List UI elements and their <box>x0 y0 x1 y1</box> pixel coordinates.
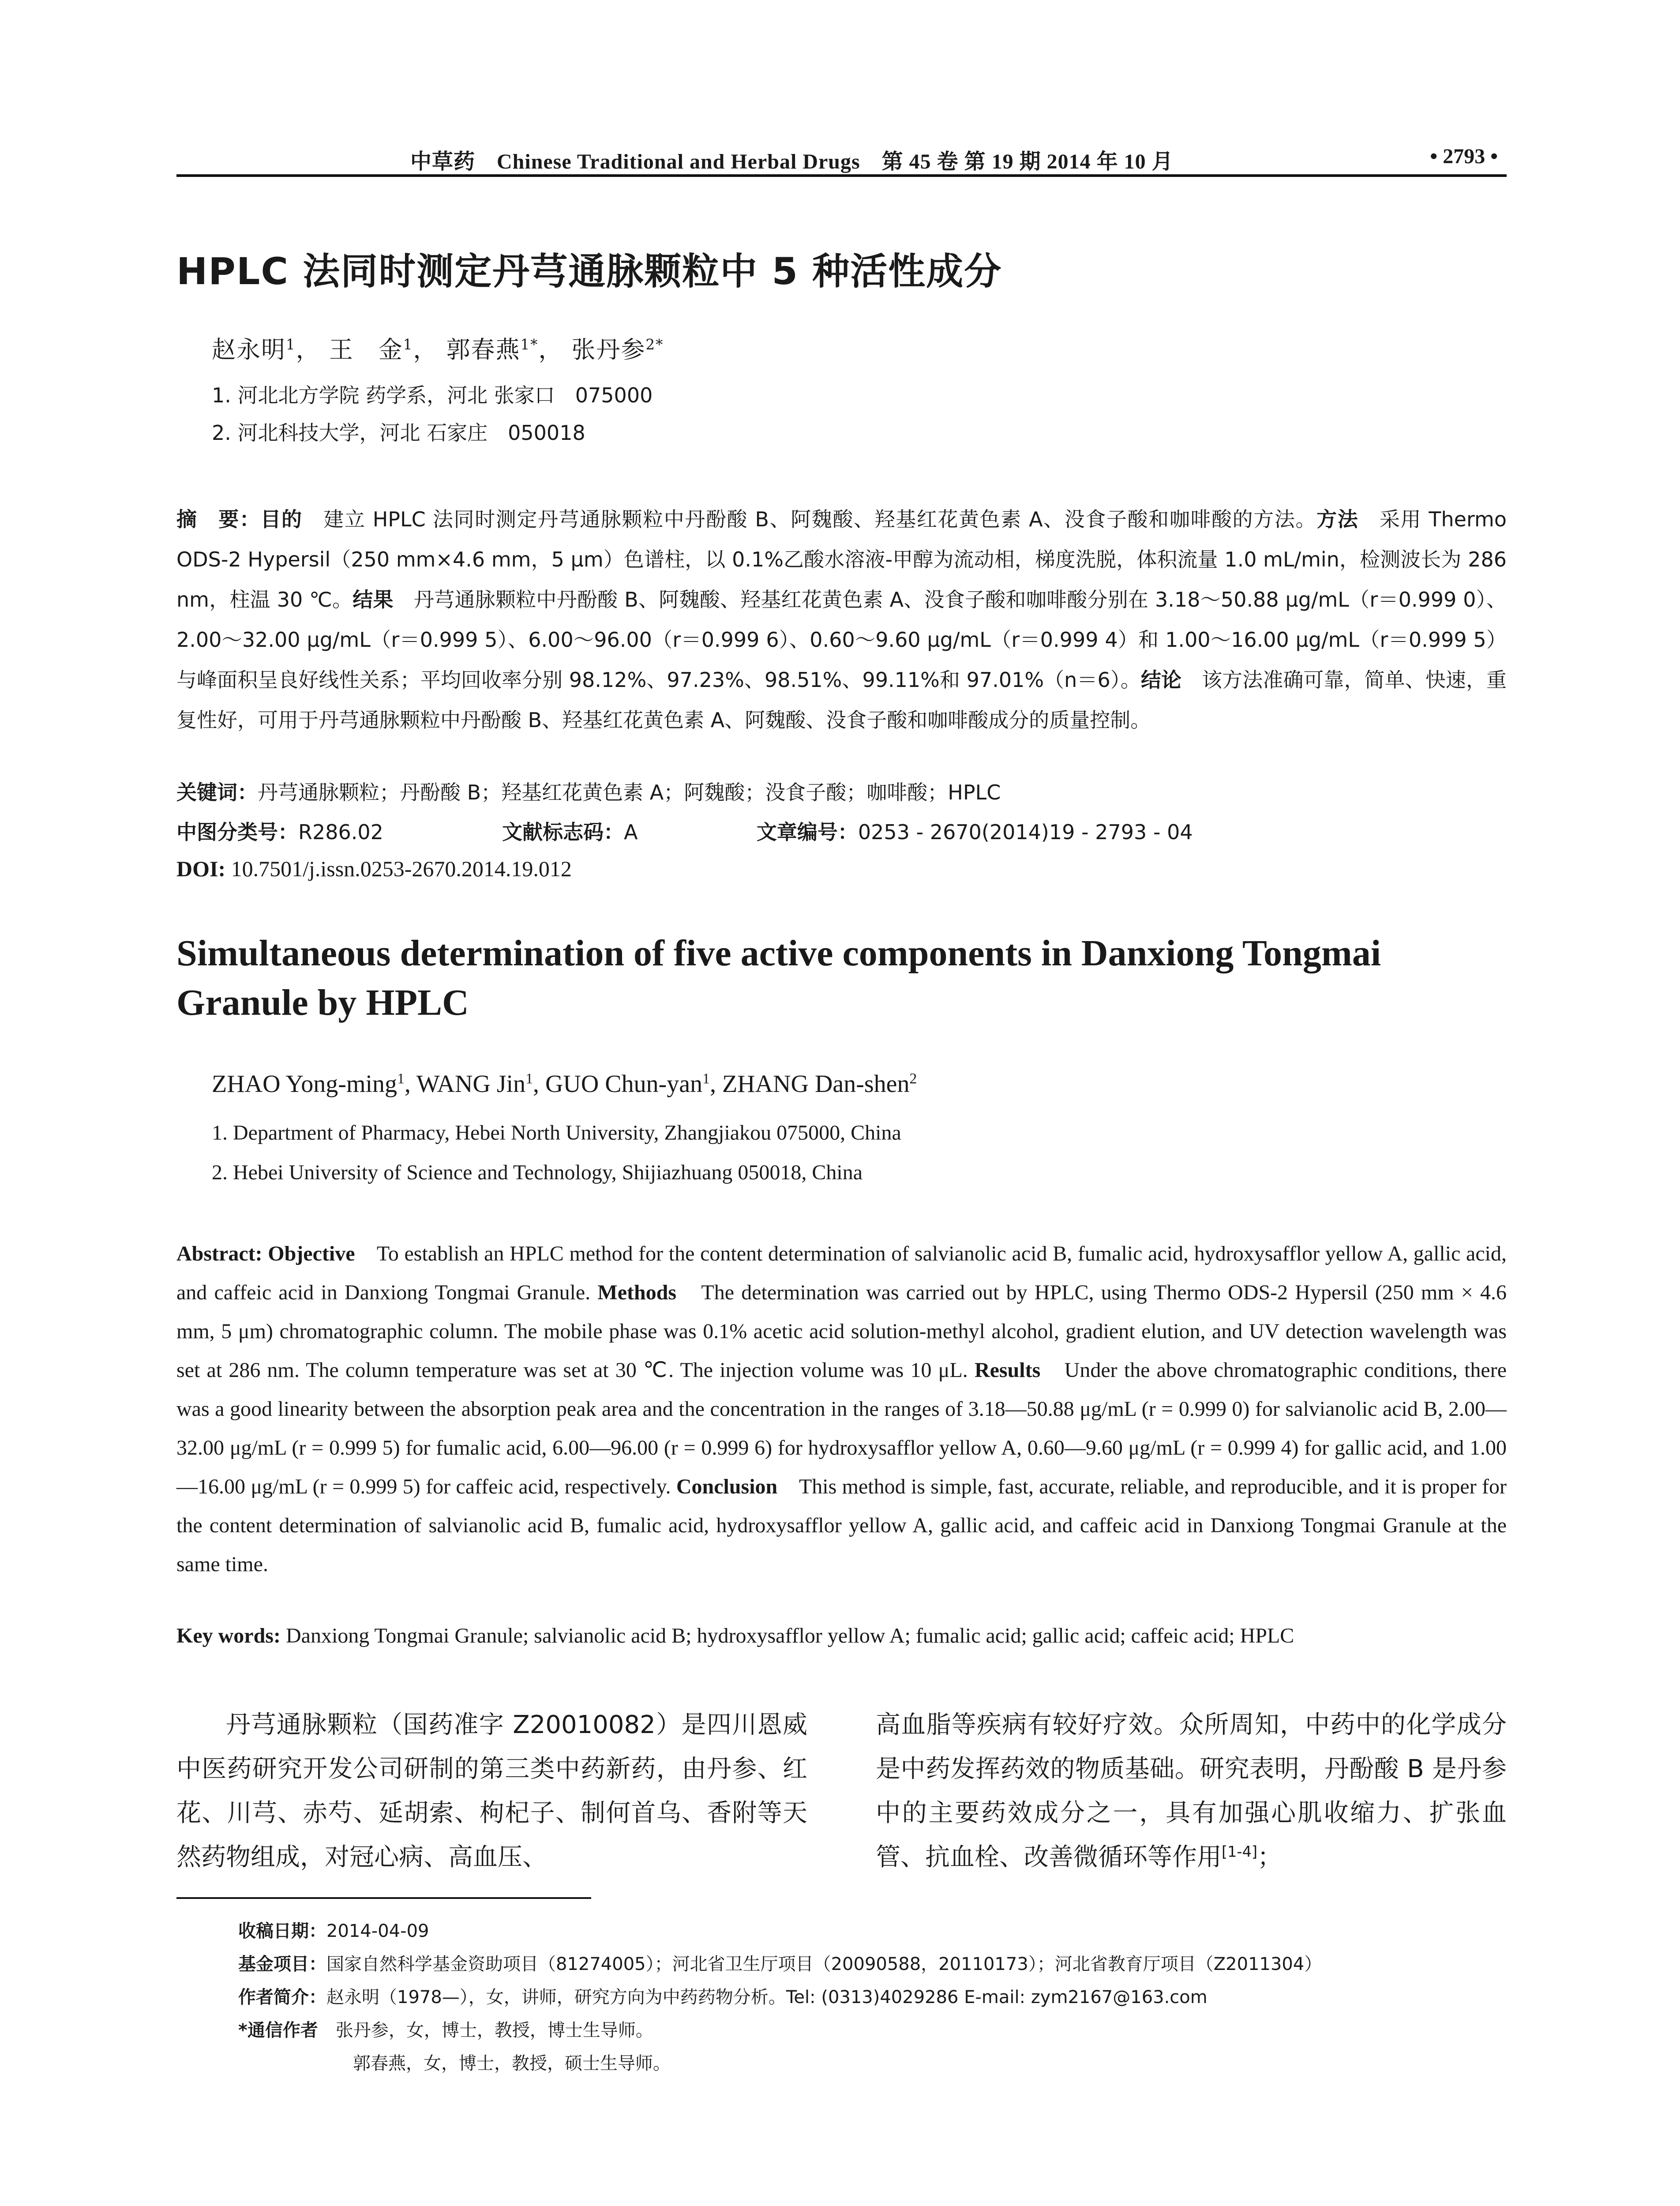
corresponding-text: 张丹参，女，博士，教授，博士生导师。 <box>318 2020 653 2041</box>
authors-english <box>212 1070 917 1098</box>
author-affil-mark: 1 <box>702 1070 710 1087</box>
methods-text: The determination was carried out by HPLC, using Thermo ODS-2 Hypersil (250 mm × 4.6 mm, 5 μm) chromatographic column. The mobile phase was 0.1% acetic acid solution-methyl alcohol, gradient elution, and UV detection wavelength was set at 286 nm. The column temperature was set at 30 ℃. The injection volume was 10 μL. <box>176 1281 1507 1382</box>
keywords-text: Danxiong Tongmai Granule; salvianolic acid B; hydroxysafflor yellow A; fumalic acid; gallic acid; caffeic acid; HPLC <box>280 1624 1294 1647</box>
doi-label: DOI: <box>176 856 226 881</box>
author-name: ZHANG Dan-shen <box>722 1070 910 1098</box>
author-name: GUO Chun-yan <box>545 1070 703 1098</box>
author-bio-label: 作者简介： <box>238 1987 326 2007</box>
article-number-label: 文章编号： <box>756 820 858 844</box>
body-column-right <box>876 1703 1507 1880</box>
conclusion-text: 该方法准确可靠，简单、快速，重复性好，可用于丹芎通脉颗粒中丹酚酸 B、羟基红花黄色素 A、阿魏酸、没食子酸和咖啡酸成分的质量控制。 <box>176 668 1507 732</box>
methods-label: 方法 <box>1316 507 1359 531</box>
doi-line <box>176 856 572 882</box>
results-label: Results <box>974 1358 1041 1382</box>
conclusion-text: This method is simple, fast, accurate, reliable, and reproducible, and it is proper for the content determination of salvianolic acid B, fumalic acid, hydroxysafflor yellow A, gallic acid, and caffeic acid in Danxiong Tongmai Granule at the same time. <box>176 1475 1507 1576</box>
objective-text: To establish an HPLC method for the content determination of salvianolic acid B, fumalic acid, hydroxysafflor yellow A, gallic acid, and caffeic acid in Danxiong Tongmai Granule. <box>176 1242 1507 1304</box>
author-affil-mark: 1 <box>525 1070 533 1087</box>
footnote-fund <box>238 1950 1322 1975</box>
abstract-english <box>176 1234 1507 1584</box>
conclusion-label: Conclusion <box>676 1475 778 1498</box>
author-name: 张丹参 <box>571 336 646 364</box>
results-text: Under the above chromatographic conditions, there was a good linearity between the absorption peak area and the concentration in the ranges of 3.18—50.88 μg/mL (r = 0.999 0) for salvianolic acid B, 2.00—32.00 μg/mL (r = 0.999 5) for fumalic acid, 6.00—96.00 (r = 0.999 6) for hydroxysafflor yellow A, 0.60—9.60 μg/mL (r = 0.999 4) for gallic acid, and 1.00—16.00 μg/mL (r = 0.999 5) for caffeic acid, respectively. <box>176 1358 1507 1498</box>
results-text: 丹芎通脉颗粒中丹酚酸 B、阿魏酸、羟基红花黄色素 A、没食子酸和咖啡酸分别在 3.18～50.88 μg/mL（r＝0.999 0）、2.00～32.00 μg/mL（r＝0.999 5）、6.00～96.00（r＝0.999 6）、0.60～9.60 μg/mL（r＝0.999 4）和 1.00～16.00 μg/mL（r＝0.999 5）与峰面积呈良好线性关系；平均回收率分别 98.12%、97.23%、98.51%、99.11%和 97.01%（n＝6）。 <box>176 588 1507 692</box>
author-affil-mark: 1* <box>520 336 539 353</box>
affiliation-cn-2: 2. 河北科技大学，河北 石家庄 050018 <box>212 421 585 445</box>
author-name: WANG Jin <box>416 1070 526 1098</box>
journal-info: 中草药 Chinese Traditional and Herbal Drugs 第 45 卷 第 19 期 2014 年 10 月 <box>410 150 1174 173</box>
fund-label: 基金项目： <box>238 1954 326 1974</box>
received-date: 2014-04-09 <box>326 1921 429 1941</box>
footnote-corresponding-2: 郭春燕，女，博士，教授，硕士生导师。 <box>353 2053 671 2074</box>
doi-value[interactable]: 10.7501/j.issn.0253-2670.2014.19.012 <box>225 856 572 881</box>
author-name: 郭春燕 <box>446 336 521 364</box>
received-label: 收稿日期： <box>238 1921 326 1941</box>
footnote-received <box>238 1917 429 1942</box>
author-affil-mark: 2* <box>645 336 664 353</box>
article-number-value: 0253 - 2670(2014)19 - 2793 - 04 <box>858 820 1193 844</box>
body-column-left: 丹芎通脉颗粒（国药准字 Z20010082）是四川恩威中医药研究开发公司研制的第三类中药新药，由丹参、红花、川芎、赤芍、延胡索、枸杞子、制何首乌、香附等天然药物组成，对冠心病、高血压、 <box>176 1711 807 1872</box>
keywords-label: 关键词： <box>176 780 258 804</box>
classification-line <box>176 816 1507 845</box>
author-bio-text: 赵永明（1978—），女，讲师，研究方向为中药药物分析。Tel: (0313)4029286 E-mail: zym2167@163.com <box>326 1987 1208 2007</box>
author-separator: , <box>709 1070 722 1098</box>
affiliation-en-1: 1. Department of Pharmacy, Hebei North University, Zhangjiakou 075000, China <box>212 1121 901 1144</box>
author-affil-mark: 1 <box>403 336 413 353</box>
author-separator: ， <box>296 336 321 364</box>
clc-label: 中图分类号： <box>176 820 298 844</box>
keywords-label: Key words: <box>176 1624 281 1647</box>
title-chinese: HPLC 法同时测定丹芎通脉颗粒中 5 种活性成分 <box>176 250 1002 293</box>
citation-ref[interactable]: [1-4] <box>1222 1843 1258 1861</box>
affiliation-en-2: 2. Hebei University of Science and Technology, Shijiazhuang 050018, China <box>212 1161 862 1184</box>
title-english: Simultaneous determination of five active components in Danxiong Tongmai Granule by HPLC <box>176 933 1381 1023</box>
author-separator: ， <box>413 336 438 364</box>
keywords-chinese <box>176 777 1001 806</box>
author-name: 赵永明 <box>212 336 286 364</box>
keywords-english <box>176 1624 1507 1648</box>
objective-label: 目的 <box>260 507 303 531</box>
author-affil-mark: 2 <box>909 1070 917 1087</box>
footnote-corresponding <box>238 2016 653 2041</box>
abstract-label: 摘 要： <box>176 507 261 531</box>
body-text: 高血脂等疾病有较好疗效。众所周知，中药中的化学成分是中药发挥药效的物质基础。研究表明，丹酚酸 B 是丹参中的主要药效成分之一，具有加强心肌收缩力、扩张血管、抗血栓、改善微循环等作用 <box>876 1711 1507 1872</box>
fund-text: 国家自然科学基金资助项目（81274005）；河北省卫生厅项目（20090588，20110173）；河北省教育厅项目（Z2011304） <box>326 1954 1322 1974</box>
footnote-author <box>238 1983 1208 2008</box>
author-separator: ， <box>538 336 563 364</box>
affiliation-cn-1: 1. 河北北方学院 药学系，河北 张家口 075000 <box>212 383 653 407</box>
author-separator: , <box>404 1070 416 1098</box>
author-name: 王 金 <box>329 336 403 364</box>
author-affil-mark: 1 <box>286 336 296 353</box>
corresponding-label: *通信作者 <box>238 2020 318 2041</box>
results-label: 结果 <box>352 588 394 612</box>
conclusion-label: 结论 <box>1140 668 1182 692</box>
author-separator: , <box>532 1070 545 1098</box>
author-affil-mark: 1 <box>397 1070 405 1087</box>
author-name: ZHAO Yong-ming <box>212 1070 398 1098</box>
objective-text: 建立 HPLC 法同时测定丹芎通脉颗粒中丹酚酸 B、阿魏酸、羟基红花黄色素 A、没食子酸和咖啡酸的方法。 <box>302 507 1317 531</box>
doc-code-value: A <box>624 820 638 844</box>
clc-value: R286.02 <box>298 820 383 844</box>
body-text-end: ； <box>1257 1843 1282 1872</box>
page-number: • 2793 • <box>1430 145 1498 168</box>
keywords-text: 丹芎通脉颗粒；丹酚酸 B；羟基红花黄色素 A；阿魏酸；没食子酸；咖啡酸；HPLC <box>258 780 1001 804</box>
footnote-divider <box>176 1897 591 1899</box>
running-header <box>176 139 1507 177</box>
abstract-chinese <box>176 499 1507 740</box>
abstract-objective-label: Abstract: Objective <box>176 1242 355 1265</box>
doc-code-label: 文献标志码： <box>502 820 624 844</box>
methods-text: 采用 Thermo ODS-2 Hypersil（250 mm×4.6 mm，5 μm）色谱柱，以 0.1%乙酸水溶液-甲醇为流动相，梯度洗脱，体积流量 1.0 mL/min，检测波长为 286 nm，柱温 30 ℃。 <box>176 507 1507 612</box>
authors-chinese <box>212 331 664 365</box>
methods-label: Methods <box>597 1281 677 1304</box>
